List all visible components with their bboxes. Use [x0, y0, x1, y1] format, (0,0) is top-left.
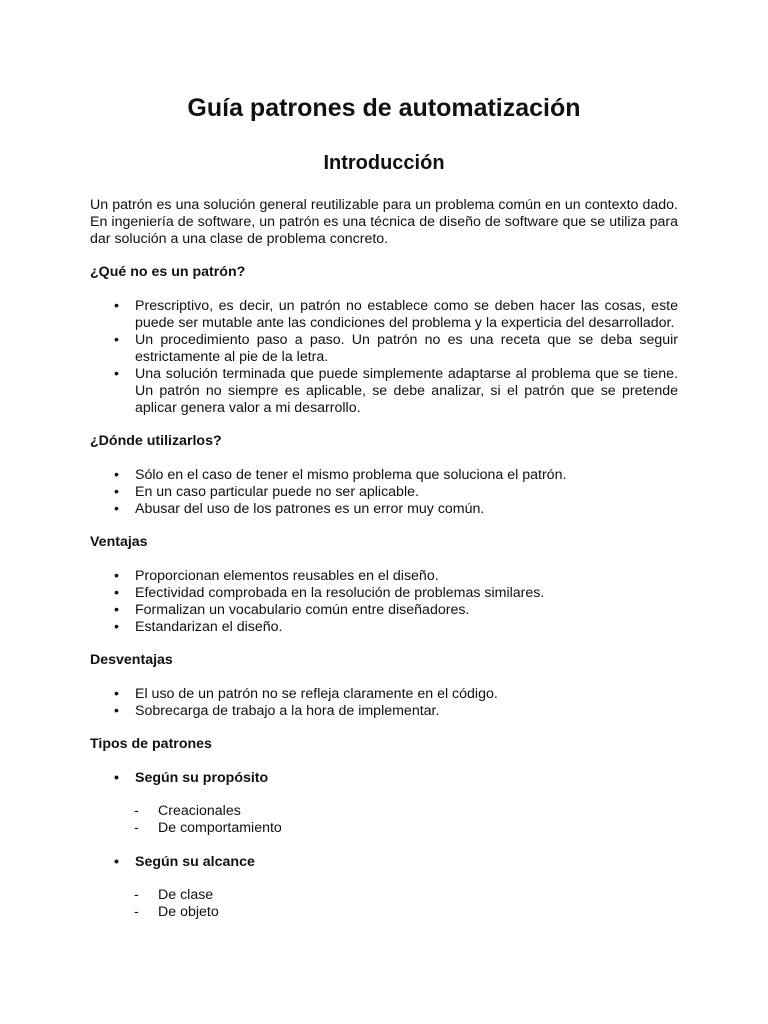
list-item: • Efectividad comprobada en la resolución de problemas similares.: [90, 585, 678, 602]
sublist-alcance: [90, 887, 678, 921]
document-title: Guía patrones de automatización: [187, 94, 581, 122]
sublist-item: - Creacionales: [90, 803, 678, 820]
list-item: • Abusar del uso de los patrones es un error muy común.: [90, 501, 678, 518]
list-ventajas: [90, 568, 678, 636]
sublist-item: - De comportamiento: [90, 820, 678, 837]
list-item: • Proporcionan elementos reusables en el diseño.: [90, 568, 678, 585]
list-donde: [90, 467, 678, 518]
list-item: • Sobrecarga de trabajo a la hora de implementar.: [90, 703, 678, 720]
list-item-proposito: • Según su propósito: [90, 770, 678, 787]
list-item: • Formalizan un vocabulario común entre diseñadores.: [90, 602, 678, 619]
list-item: • Una solución terminada que puede simplemente adaptarse al problema que se tiene. Un patrón no siempre es aplicable, se debe analizar, si el patrón que se pretende aplicar genera valor a mi desarrollo.: [90, 366, 678, 417]
document-body: [90, 197, 678, 921]
heading-donde: ¿Dónde utilizarlos?: [90, 433, 222, 449]
section-title-introduccion: Introducción: [323, 152, 445, 174]
sublist-proposito: [90, 803, 678, 837]
list-item: • Un procedimiento paso a paso. Un patrón no es una receta que se deba seguir estrictamente al pie de la letra.: [90, 332, 678, 366]
heading-ventajas: Ventajas: [90, 534, 148, 550]
intro-paragraph: Un patrón es una solución general reutilizable para un problema común en un contexto dado. En ingeniería de software, un patrón es una técnica de diseño de software que se utiliza para dar solución a una clase de problema concreto.: [90, 197, 678, 247]
list-item: • En un caso particular puede no ser aplicable.: [90, 484, 678, 501]
list-item: • Prescriptivo, es decir, un patrón no establece como se deben hacer las cosas, este puede ser mutable ante las condiciones del problema y la experticia del desarrollador.: [90, 298, 678, 332]
heading-tipos: Tipos de patrones: [90, 736, 212, 752]
list-item: • El uso de un patrón no se refleja claramente en el código.: [90, 686, 678, 703]
list-tipos-alcance: [90, 854, 678, 871]
heading-que-no-es: ¿Qué no es un patrón?: [90, 264, 246, 280]
list-tipos-proposito: [90, 770, 678, 787]
sublist-item: - De objeto: [90, 904, 678, 921]
list-item: • Sólo en el caso de tener el mismo problema que soluciona el patrón.: [90, 467, 678, 484]
list-desventajas: [90, 686, 678, 720]
list-item: • Estandarizan el diseño.: [90, 619, 678, 636]
list-que-no-es: [90, 298, 678, 417]
list-item-alcance: • Según su alcance: [90, 854, 678, 871]
sublist-item: - De clase: [90, 887, 678, 904]
heading-desventajas: Desventajas: [90, 652, 173, 668]
